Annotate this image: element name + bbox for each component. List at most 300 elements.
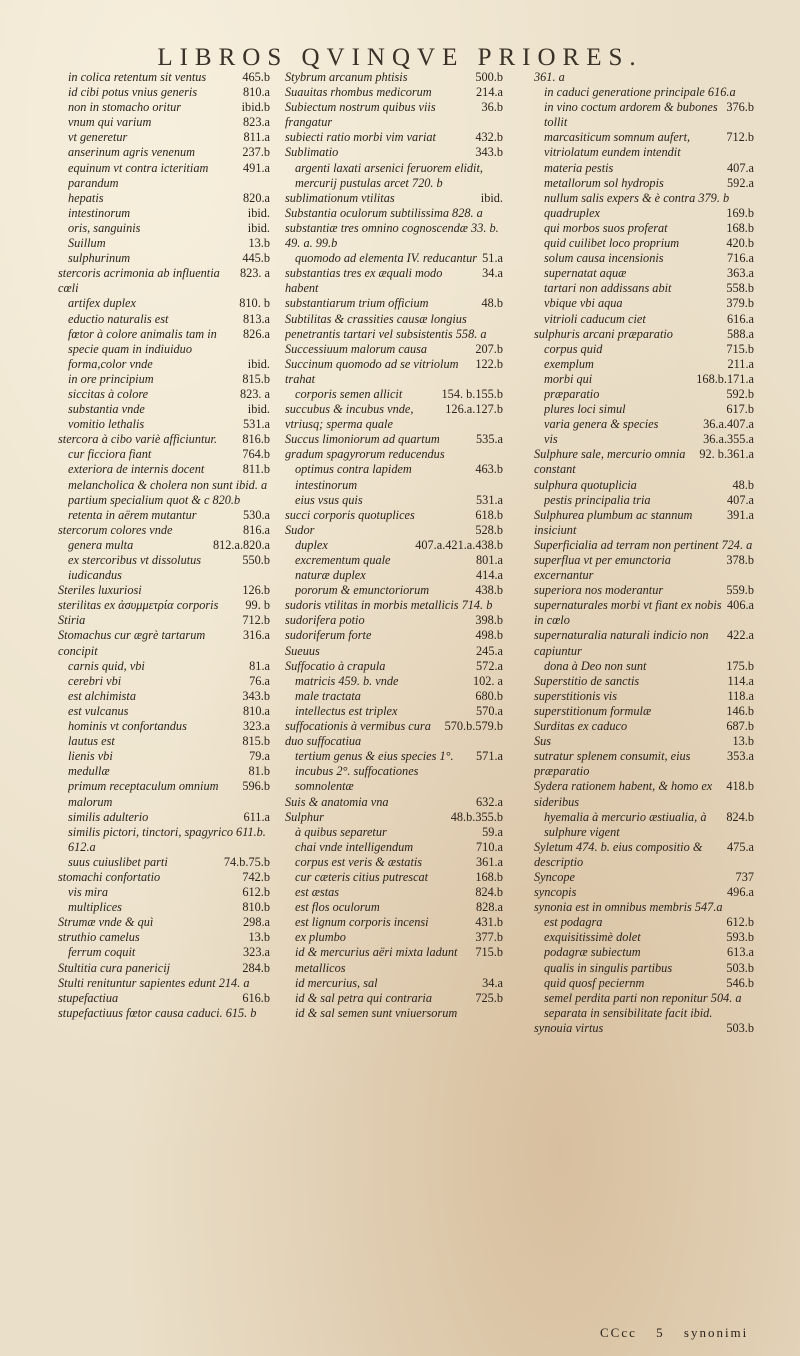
index-entry [58, 372, 270, 387]
index-entry [285, 85, 503, 100]
entry-page-ref: 214.a [476, 85, 503, 100]
entry-page-ref: 826.a [243, 326, 270, 341]
entry-text: medullæ [68, 764, 110, 779]
entry-text: podagræ subiectum [544, 945, 641, 960]
entry-text: genera multa [68, 537, 134, 552]
entry-page-ref: 475.a [727, 839, 754, 854]
entry-page-ref: 407.a.421.a.438.b [415, 537, 503, 552]
entry-page-ref: 530.a [243, 507, 270, 522]
entry-text: equinum vt contra icteritiam parandum [68, 160, 209, 190]
index-entry [285, 130, 503, 145]
index-entry [534, 100, 754, 130]
entry-page-ref: 558.b [726, 281, 754, 296]
index-entry [58, 764, 270, 779]
entry-text: suffocationis à vermibus cura duo suffocatiua [285, 719, 431, 749]
entry-page-ref: 570.b.579.b [444, 719, 503, 734]
index-entry [534, 312, 754, 327]
entry-text: Succinum quomodo ad se vitriolum trahat [285, 356, 459, 386]
index-entry [58, 85, 270, 100]
entry-text: sudorifera potio [285, 613, 365, 628]
entry-text: substantiæ tres omnino cognoscendæ 33. b. 49. a. 99.b [285, 220, 499, 251]
entry-text: Superficialia ad terram non pertinent 724. a [534, 537, 753, 552]
entry-text: in ore principium [68, 371, 154, 386]
index-entry [285, 312, 503, 342]
entry-page-ref: 175.b [726, 658, 754, 673]
entry-page-ref: 810.a [243, 85, 270, 100]
index-entry [58, 900, 270, 915]
entry-page-ref: 531.a [476, 492, 503, 507]
index-entry [534, 674, 754, 689]
entry-text: subiecti ratio morbi vim variat [285, 130, 436, 145]
entry-text: matricis 459. b. vnde [295, 673, 399, 688]
entry-text: optimus contra lapidem intestinorum [295, 462, 412, 492]
entry-text: id cibi potus vnius generis [68, 85, 198, 100]
entry-page-ref: 343.b [475, 145, 503, 160]
entry-page-ref: 168.b.171.a [696, 371, 754, 386]
index-column-2 [285, 70, 503, 1021]
entry-page-ref: 715.b [475, 945, 503, 960]
entry-text: Substantia oculorum subtilissima 828. a [285, 205, 483, 220]
entry-text: duplex [295, 537, 328, 552]
entry-text: superstitionum formulæ [534, 703, 652, 718]
entry-page-ref: 118.a [727, 688, 754, 703]
index-entry [285, 689, 503, 704]
index-entry [285, 855, 503, 870]
entry-text: supernaturales morbi vt fiant ex nobis in cœlo [534, 598, 722, 628]
entry-page-ref: 438.b [475, 583, 503, 598]
entry-text: quid cuilibet loco proprium [544, 236, 680, 251]
index-entry [285, 719, 503, 749]
index-entry [285, 191, 503, 206]
entry-page-ref: 680.b [475, 688, 503, 703]
entry-page-ref: 503.b [726, 1020, 754, 1035]
index-entry [285, 1006, 503, 1021]
entry-page-ref: 496.a [727, 885, 754, 900]
index-entry [285, 206, 503, 221]
entry-text: vbique vbi aqua [544, 296, 623, 311]
entry-text: pororum & emunctoriorum [295, 583, 430, 598]
entry-page-ref: 592.a [727, 175, 754, 190]
index-entry [285, 538, 503, 553]
index-entry [285, 704, 503, 719]
entry-page-ref: 407.a [727, 492, 754, 507]
entry-text: Sueuus [285, 643, 320, 658]
index-entry [534, 1006, 754, 1021]
entry-page-ref: 503.b [726, 960, 754, 975]
entry-page-ref: 716.a [727, 251, 754, 266]
entry-page-ref: 617.b [726, 402, 754, 417]
entry-page-ref: 34.a [482, 266, 503, 281]
index-entry [285, 749, 503, 794]
entry-text: Stybrum arcanum phtisis [285, 70, 408, 84]
index-column-1 [58, 70, 270, 1021]
entry-text: stercoris acrimonia ab influentia cœli [58, 266, 220, 296]
entry-text: exemplum [544, 356, 594, 371]
index-entry [58, 493, 270, 508]
entry-page-ref: 432.b [475, 130, 503, 145]
entry-text: sutratur splenem consumit, eius præparatio [534, 749, 691, 779]
entry-page-ref: 431.b [475, 915, 503, 930]
entry-page-ref: 618.b [475, 507, 503, 522]
entry-page-ref: 546.b [726, 975, 754, 990]
entry-text: sulphurinum [68, 251, 131, 266]
index-entry [58, 825, 270, 855]
index-entry [285, 70, 503, 85]
index-entry [534, 991, 754, 1006]
entry-text: suus cuiuslibet parti [68, 854, 168, 869]
index-entry [58, 251, 270, 266]
entry-text: Strumæ vnde & quì [58, 915, 154, 930]
entry-page-ref: 687.b [726, 719, 754, 734]
entry-page-ref: ibid. [247, 220, 270, 235]
entry-page-ref: 211.a [727, 356, 754, 371]
entry-page-ref: 343.b [242, 688, 270, 703]
entry-page-ref: 572.a [476, 658, 503, 673]
entry-page-ref: 36.a.407.a [703, 417, 754, 432]
entry-page-ref: 168.b [475, 869, 503, 884]
entry-text: stupefactiuus fœtor causa caduci. 615. b [58, 1005, 257, 1020]
entry-text: argenti laxati arsenici feruorem elidit, mercurij pustulas arcet 720. b [295, 160, 483, 190]
entry-text: carnis quid, vbi [68, 658, 145, 673]
entry-text: vomitio lethalis [68, 417, 145, 432]
entry-text: Superstitio de sanctis [534, 673, 640, 688]
entry-text: varia genera & species [544, 417, 659, 432]
entry-text: corporis semen allicit [295, 386, 403, 401]
entry-text: Sulphur [285, 809, 324, 824]
entry-text: in vino coctum ardorem & bubones tollit [544, 100, 718, 130]
index-entry [534, 719, 754, 734]
entry-page-ref: 207.b [475, 341, 503, 356]
index-entry [534, 387, 754, 402]
index-entry [58, 161, 270, 191]
entry-text: vis mira [68, 885, 108, 900]
entry-page-ref: 810.b [242, 900, 270, 915]
index-entry [534, 628, 754, 658]
entry-page-ref: 79.a [249, 749, 270, 764]
index-entry [285, 795, 503, 810]
entry-text: non in stomacho oritur [68, 100, 182, 115]
entry-page-ref: 406.a [727, 598, 754, 613]
entry-page-ref: 126.b [242, 583, 270, 598]
entry-page-ref: 712.b [242, 613, 270, 628]
entry-page-ref: 316.a [243, 628, 270, 643]
index-entry [534, 900, 754, 915]
entry-text: male tractata [295, 688, 361, 703]
entry-page-ref: 92. b.361.a [699, 447, 754, 462]
index-entry [58, 553, 270, 583]
entry-page-ref: 816.a [243, 522, 270, 537]
index-entry [285, 583, 503, 598]
entry-page-ref: 632.a [476, 794, 503, 809]
entry-text: eius vsus quis [295, 492, 363, 507]
index-entry [58, 734, 270, 749]
entry-page-ref: 376.b [726, 100, 754, 115]
entry-text: marcasiticum somnum aufert, vitriolatum eundem intendit [544, 130, 691, 160]
index-entry [58, 191, 270, 206]
entry-text: stercorum colores vnde [58, 522, 173, 537]
entry-text: chai vnde intelligendum [295, 839, 414, 854]
index-entry [285, 840, 503, 855]
entry-text: Sublimatio [285, 145, 339, 160]
entry-page-ref: 36.b [481, 100, 503, 115]
entry-text: solum causa incensionis [544, 251, 664, 266]
entry-text: ex plumbo [295, 930, 346, 945]
entry-text: à quibus separetur [295, 824, 387, 839]
entry-page-ref: 535.a [476, 432, 503, 447]
index-entry [58, 221, 270, 236]
entry-text: oris, sanguinis [68, 220, 141, 235]
entry-text: artifex duplex [68, 296, 136, 311]
entry-page-ref: ibid. [480, 190, 503, 205]
index-entry [534, 402, 754, 417]
entry-text: metallorum sol hydropis [544, 175, 664, 190]
entry-text: quadruplex [544, 205, 601, 220]
index-entry [58, 447, 270, 462]
entry-page-ref: 323.a [243, 719, 270, 734]
entry-page-ref: 122.b [475, 356, 503, 371]
entry-text: Sydera rationem habent, & homo ex sideribus [534, 779, 713, 809]
entry-text: Sulphurea plumbum ac stannum insiciunt [534, 507, 693, 537]
index-entry [285, 508, 503, 523]
entry-text: hyemalia à mercurio æstiualia, à sulphure vigent [544, 809, 707, 839]
entry-text: tartari non addissans abit [544, 281, 672, 296]
entry-page-ref: 550.b [242, 553, 270, 567]
index-entry [285, 628, 503, 643]
index-entry [285, 296, 503, 311]
entry-page-ref: 361.a [476, 854, 503, 869]
index-entry [58, 961, 270, 976]
entry-text: præparatio [544, 386, 600, 401]
index-entry [534, 885, 754, 900]
entry-text: succubus & incubus vnde, vtriusq; sperma quale [285, 402, 414, 432]
index-entry [285, 568, 503, 583]
index-entry [285, 945, 503, 975]
entry-text: Successiuum malorum causa [285, 341, 428, 356]
entry-text: separata in sensibilitate facit ibid. [544, 1005, 713, 1020]
index-entry [58, 659, 270, 674]
entry-page-ref: 48.b [732, 477, 754, 492]
entry-text: siccitas à colore [68, 386, 149, 401]
entry-text: Stultitia cura panericij [58, 960, 171, 975]
index-entry [58, 855, 270, 870]
entry-text: Steriles luxuriosi [58, 583, 142, 598]
entry-text: succi corporis quotuplices [285, 507, 415, 522]
entry-page-ref: 815.b [242, 734, 270, 749]
entry-page-ref: 74.b.75.b [223, 854, 270, 869]
index-entry [58, 523, 270, 538]
entry-text: est alchimista [68, 688, 136, 703]
entry-text: est podagra [544, 915, 603, 930]
entry-page-ref: 81.a [249, 658, 270, 673]
entry-page-ref: 611.a [243, 809, 270, 824]
entry-page-ref: ibid. [247, 356, 270, 371]
entry-page-ref: 616.b [242, 990, 270, 1005]
entry-text: excrementum quale [295, 553, 391, 567]
entry-text: cur ficciora fiant [68, 447, 152, 462]
entry-page-ref: 363.a [727, 266, 754, 281]
index-entry [58, 402, 270, 417]
index-entry [285, 613, 503, 628]
index-entry [534, 779, 754, 809]
entry-text: sulphuris arcani præparatio [534, 326, 673, 341]
entry-page-ref: 498.b [475, 628, 503, 643]
entry-text: exteriora de internis docent [68, 462, 205, 477]
index-entry [534, 221, 754, 236]
entry-text: vt generetur [68, 130, 128, 145]
index-entry [58, 1006, 270, 1021]
entry-page-ref: 76.a [249, 673, 270, 688]
index-entry [285, 402, 503, 432]
index-entry [534, 598, 754, 628]
entry-page-ref: 810. b [239, 296, 270, 311]
entry-text: Sulphure sale, mercurio omnia constant [534, 447, 686, 477]
index-entry [58, 357, 270, 372]
entry-page-ref: 811.a [243, 130, 270, 145]
index-entry [58, 266, 270, 296]
entry-page-ref: 13.b [732, 734, 754, 749]
entry-page-ref: 36.a.355.a [703, 432, 754, 447]
entry-text: ex stercoribus vt dissolutus iudicandus [68, 553, 202, 583]
entry-text: substantias tres ex æquali modo habent [285, 266, 443, 296]
entry-text: in colica retentum sit ventus [68, 70, 207, 84]
entry-text: retenta in aërem mutantur [68, 507, 197, 522]
index-entry [534, 176, 754, 191]
entry-page-ref: 126.a.127.b [445, 402, 503, 417]
entry-page-ref: 146.b [726, 703, 754, 718]
entry-text: stupefactiua [58, 990, 119, 1005]
entry-text: Stulti renituntur sapientes edunt 214. a [58, 975, 250, 990]
entry-text: fœtor à colore animalis tam in specie quam in indiuiduo [68, 326, 217, 356]
entry-text: pestis principalia tria [544, 492, 651, 507]
index-entry [534, 749, 754, 779]
index-entry [58, 704, 270, 719]
index-entry [285, 659, 503, 674]
entry-page-ref: 593.b [726, 930, 754, 945]
index-entry [534, 734, 754, 749]
entry-text: qui morbos suos proferat [544, 220, 668, 235]
entry-page-ref: 465.b [242, 70, 270, 84]
index-entry [58, 779, 270, 809]
entry-page-ref: 811.b [242, 462, 270, 477]
index-entry [58, 689, 270, 704]
entry-page-ref: 420.b [726, 236, 754, 251]
index-entry [534, 85, 754, 100]
index-entry [58, 387, 270, 402]
entry-page-ref: 51.a [482, 251, 503, 266]
entry-text: est æstas [295, 885, 340, 900]
catchword: synonimi [683, 1325, 749, 1340]
index-entry [534, 417, 754, 432]
entry-text: ferrum coquit [68, 945, 136, 960]
index-entry [58, 749, 270, 764]
entry-text: sterilitas ex ἀσυμμετρία corporis [58, 598, 219, 613]
index-entry [285, 870, 503, 885]
index-entry [58, 462, 270, 477]
entry-page-ref: 823. a [239, 386, 270, 401]
index-entry [58, 991, 270, 1006]
entry-text: Suillum [68, 236, 106, 251]
index-entry [285, 145, 503, 160]
entry-page-ref: 592.b [726, 386, 754, 401]
entry-text: stomachi confortatio [58, 869, 161, 884]
page-footer [600, 1325, 762, 1341]
entry-page-ref: 353.a [727, 749, 754, 764]
index-entry [285, 100, 503, 130]
entry-text: corpus est veris & æstatis [295, 854, 423, 869]
entry-page-ref: 445.b [242, 251, 270, 266]
index-entry [58, 508, 270, 523]
entry-page-ref: 712.b [726, 130, 754, 145]
index-entry [285, 900, 503, 915]
entry-page-ref: 801.a [476, 553, 503, 567]
index-entry [534, 161, 754, 176]
index-entry [285, 357, 503, 387]
entry-text: sublimationum vtilitas [285, 190, 395, 205]
entry-page-ref: 81.b [248, 764, 270, 779]
index-column-3 [534, 70, 754, 1036]
index-entry [58, 478, 270, 493]
entry-page-ref: 764.b [242, 447, 270, 462]
entry-page-ref: 742.b [242, 869, 270, 884]
index-entry [285, 462, 503, 492]
entry-page-ref: 169.b [726, 205, 754, 220]
signature-number: 5 [656, 1325, 665, 1340]
index-entry [58, 115, 270, 130]
entry-text: sudoris vtilitas in morbis metallicis 714. b [285, 598, 493, 613]
entry-page-ref: 613.a [727, 945, 754, 960]
index-entry [534, 130, 754, 160]
entry-page-ref: 99. b [245, 598, 270, 613]
index-entry [285, 553, 503, 568]
entry-page-ref: 570.a [476, 703, 503, 718]
entry-text: dona à Deo non sunt [544, 658, 647, 673]
index-entry [285, 161, 503, 191]
entry-text: plures loci simul [544, 402, 626, 417]
entry-page-ref: 391.a [727, 507, 754, 522]
entry-page-ref: 812.a.820.a [212, 537, 270, 552]
index-entry [285, 976, 503, 991]
entry-text: Suauitas rhombus medicorum [285, 85, 432, 100]
entry-page-ref: 824.b [475, 885, 503, 900]
index-entry [534, 251, 754, 266]
index-entry [58, 885, 270, 900]
index-entry [58, 312, 270, 327]
entry-page-ref: 571.a [476, 749, 503, 764]
entry-text: intestinorum [68, 205, 131, 220]
entry-page-ref: 725.b [475, 990, 503, 1005]
entry-page-ref: ibid.b [241, 100, 270, 115]
entry-page-ref: 13.b [248, 930, 270, 945]
index-entry [285, 810, 503, 825]
index-entry [285, 432, 503, 462]
entry-page-ref: 813.a [243, 311, 270, 326]
entry-text: qualis in singulis partibus [544, 960, 673, 975]
entry-page-ref: 114.a [727, 673, 754, 688]
index-entry [534, 945, 754, 960]
index-entry [285, 825, 503, 840]
index-entry [285, 251, 503, 266]
entry-text: nullum salis expers & è contra 379. b [544, 190, 730, 205]
index-entry [534, 553, 754, 583]
index-entry [58, 296, 270, 311]
entry-text: sudoriferum forte [285, 628, 372, 643]
entry-page-ref: 710.a [476, 839, 503, 854]
index-entry [58, 930, 270, 945]
entry-page-ref: 418.b [726, 779, 754, 794]
entry-text: anserinum agris venenum [68, 145, 196, 160]
index-entry [58, 674, 270, 689]
entry-page-ref: 810.a [243, 703, 270, 718]
